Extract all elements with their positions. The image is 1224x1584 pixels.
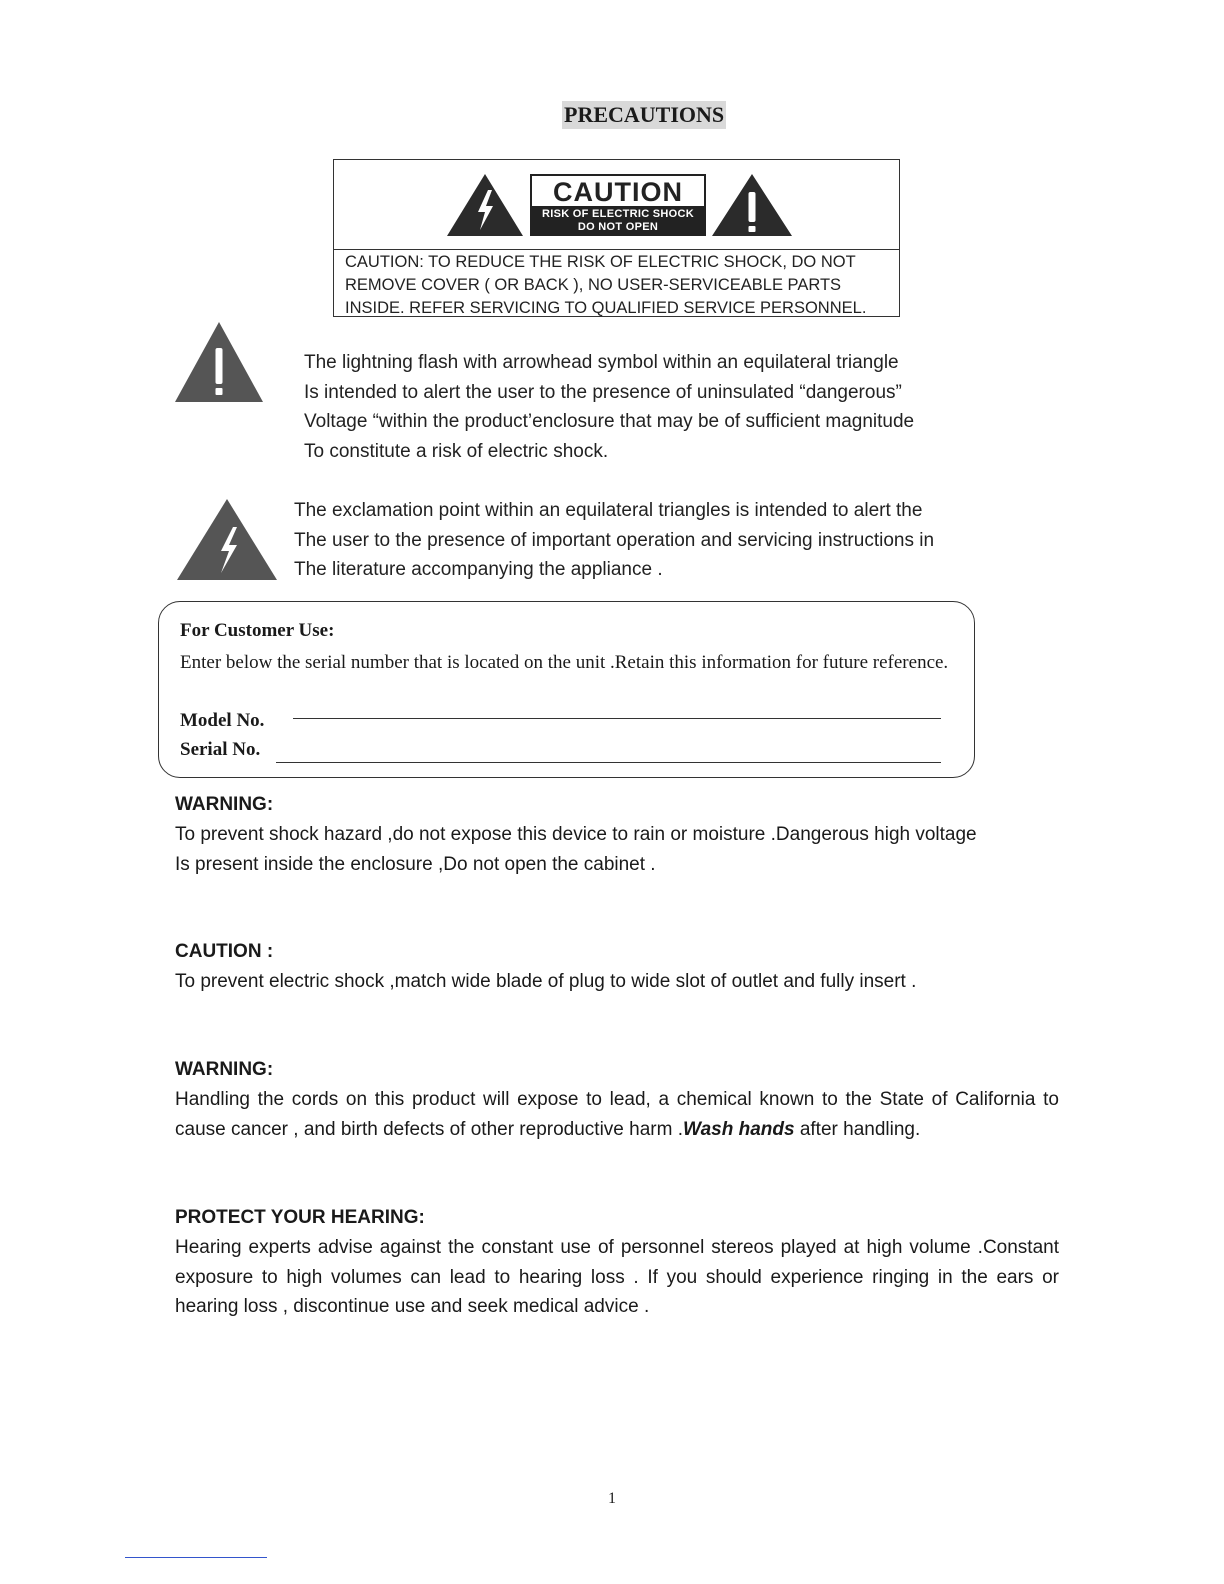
lightning-symbol-text — [294, 496, 934, 585]
symbol-text-line: Is intended to alert the user to the presence of uninsulated “dangerous” — [304, 381, 902, 403]
warning-lead-heading: WARNING: — [175, 1059, 274, 1080]
wash-hands-emphasis: Wash hands — [683, 1118, 795, 1140]
caution-box-text — [345, 251, 895, 320]
exclamation-symbol-text — [304, 348, 914, 466]
warning-lead-text-after: after handling. — [794, 1118, 921, 1140]
page-title: PRECAUTIONS — [564, 102, 725, 127]
warning-lead-text-before: Handling the cords on this product will expose to lead, a chemical known to the State of California to cause cancer , and birth defects of other reproductive harm . — [175, 1089, 1059, 1140]
model-number-label: Model No. — [180, 710, 265, 731]
caution-label-band — [530, 206, 706, 236]
symbol-text-line: Voltage “within the product’enclosure that may be of sufficient magnitude — [304, 411, 915, 432]
warning-heading: WARNING: — [175, 794, 274, 815]
serial-number-field[interactable] — [276, 762, 941, 763]
symbol-text-line: To constitute a risk of electric shock. — [304, 440, 609, 462]
caution-heading: CAUTION : — [175, 941, 274, 962]
caution-text-line: REMOVE COVER ( OR BACK ), NO USER-SERVICEABLE PARTS — [345, 276, 842, 294]
warning-text — [175, 820, 1059, 879]
lightning-triangle-icon — [175, 497, 279, 582]
caution-box-divider — [334, 249, 899, 250]
caution-text-line: CAUTION: TO REDUCE THE RISK OF ELECTRIC SHOCK, DO NOT — [345, 253, 856, 271]
lightning-triangle-icon — [445, 172, 525, 238]
warning-text-line: Is present inside the enclosure ,Do not open the cabinet . — [175, 853, 656, 875]
caution-text-line: INSIDE. REFER SERVICING TO QUALIFIED SERVICE PERSONNEL. — [345, 299, 867, 317]
customer-use-instructions: Enter below the serial number that is located on the unit .Retain this information for future reference. — [180, 652, 949, 673]
caution-label-word: CAUTION — [530, 174, 706, 206]
exclamation-triangle-icon — [710, 172, 794, 238]
symbol-text-line: The user to the presence of important operation and servicing instructions in — [294, 529, 935, 551]
symbol-text-line: The exclamation point within an equilateral triangles is intended to alert the — [294, 500, 923, 521]
caution-box — [333, 159, 900, 317]
exclamation-triangle-icon — [173, 320, 265, 404]
footnote-divider — [125, 1557, 267, 1558]
caution-label — [530, 174, 706, 236]
customer-use-box — [158, 601, 975, 778]
serial-number-label: Serial No. — [180, 739, 261, 760]
symbol-text-line: The literature accompanying the appliance . — [294, 559, 663, 580]
caution-text: To prevent electric shock ,match wide blade of plug to wide slot of outlet and fully insert . — [175, 971, 917, 992]
hearing-text: Hearing experts advise against the constant use of personnel stereos played at high volume .Constant exposure to high volumes can lead to hearing loss . If you should experience ringing in the ears or hearing loss , discontinue use and seek medical advice . — [175, 1237, 1059, 1317]
hearing-heading: PROTECT YOUR HEARING: — [175, 1207, 425, 1228]
caution-label-line2: DO NOT OPEN — [577, 221, 659, 233]
caution-label-line1: RISK OF ELECTRIC SHOCK — [541, 208, 695, 220]
customer-use-heading: For Customer Use: — [180, 620, 335, 641]
page-number: 1 — [608, 1490, 616, 1507]
symbol-text-line: The lightning flash with arrowhead symbol within an equilateral triangle — [304, 352, 899, 373]
warning-lead-text — [175, 1085, 1059, 1144]
model-number-field[interactable] — [293, 718, 941, 719]
warning-text-line: To prevent shock hazard ,do not expose this device to rain or moisture .Dangerous high voltage — [175, 824, 977, 845]
